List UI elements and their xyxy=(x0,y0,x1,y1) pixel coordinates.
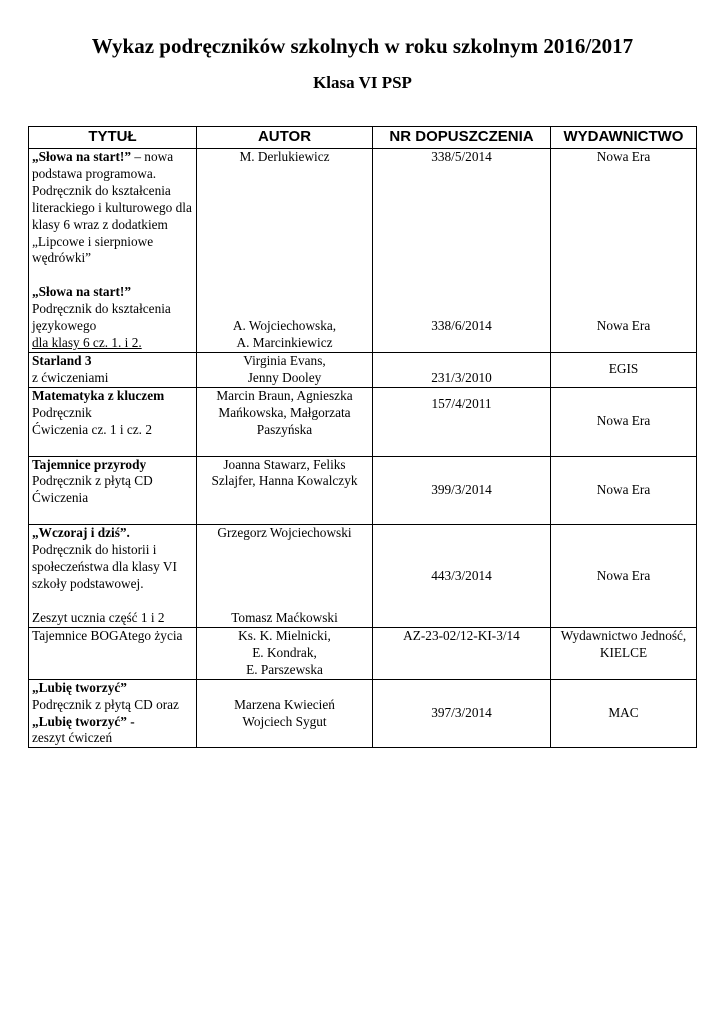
textbook-table xyxy=(28,126,697,748)
table-row xyxy=(29,679,697,748)
publisher-text: KIELCE xyxy=(599,644,648,660)
table-row xyxy=(29,352,697,387)
title-text: Podręcznik z płytą CD oraz xyxy=(32,696,179,712)
cell-number: 157/4/2011 xyxy=(373,387,551,456)
cell-number xyxy=(373,149,551,353)
cell-author xyxy=(197,679,373,748)
cell-publisher: MAC xyxy=(551,679,697,748)
cell-number: AZ-23-02/12-KI-3/14 xyxy=(373,628,551,680)
cell-title xyxy=(29,679,197,748)
cell-title xyxy=(29,456,197,525)
table-row xyxy=(29,525,697,628)
title-bold: Tajemnice przyrody xyxy=(32,456,147,472)
table-row xyxy=(29,149,697,353)
cell-publisher: Nowa Era xyxy=(551,525,697,628)
cell-title xyxy=(29,525,197,628)
title-text: Zeszyt ucznia część 1 i 2 xyxy=(32,609,165,625)
title-text: Podręcznik do historii i społeczeństwa dla klasy VI szkoły podstawowej. xyxy=(32,542,177,591)
author-text: Virginia Evans, xyxy=(243,352,326,368)
page-title: Wykaz podręczników szkolnych w roku szkolnym 2016/2017 xyxy=(91,34,634,58)
cell-author xyxy=(197,352,373,387)
title-text: Podręcznik z płytą CD xyxy=(32,473,153,489)
column-header-title: TYTUŁ xyxy=(29,127,197,149)
title-bold: „Lubię tworzyć” - xyxy=(32,713,135,729)
cell-author xyxy=(197,628,373,680)
column-header-publisher: WYDAWNICTWO xyxy=(551,127,697,149)
column-header-author: AUTOR xyxy=(197,127,373,149)
title-bold: Starland 3 xyxy=(32,352,92,368)
cell-author: Joanna Stawarz, Feliks Szlajfer, Hanna Kowalczyk xyxy=(197,456,373,525)
cell-title: Tajemnice BOGAtego życia xyxy=(29,628,197,680)
cell-title xyxy=(29,352,197,387)
title-text: Podręcznik do kształcenia językowego xyxy=(32,301,171,334)
publisher-text: Nowa Era xyxy=(596,149,651,164)
cell-title xyxy=(29,387,197,456)
author-text: Marzena Kwiecień xyxy=(234,696,335,712)
cell-author: Marcin Braun, Agnieszka Mańkowska, Małgorzata Paszyńska xyxy=(197,387,373,456)
author-text: Wojciech Sygut xyxy=(242,713,327,729)
author-text: Tomasz Maćkowski xyxy=(231,610,338,626)
title-bold: „Słowa na start!” xyxy=(32,284,131,300)
cell-author xyxy=(197,525,373,628)
page-subtitle: Klasa VI PSP xyxy=(313,73,412,92)
cell-number: 397/3/2014 xyxy=(373,679,551,748)
column-header-number: NR DOPUSZCZENIA xyxy=(373,127,551,149)
title-text: – nowa podstawa programowa. Podręcznik do kształcenia literackiego i kulturowego dla klasy 6 wraz z dodatkiem „Lipcowe i sierpniowe wędrówki” xyxy=(32,149,192,266)
title-bold: „Słowa na start!” xyxy=(32,149,131,164)
cell-publisher: Nowa Era xyxy=(551,456,697,525)
author-text: A. Marcinkiewicz xyxy=(236,334,333,350)
title-bold: Matematyka z kluczem xyxy=(32,387,165,403)
cell-author xyxy=(197,149,373,353)
author-text: A. Wojciechowska, xyxy=(232,317,337,333)
cell-publisher xyxy=(551,628,697,680)
number-text: 338/5/2014 xyxy=(431,149,492,164)
cell-number: 231/3/2010 xyxy=(373,352,551,387)
table-row xyxy=(29,387,697,456)
author-text: Ks. K. Mielnicki, xyxy=(238,628,331,644)
author-text: E. Kondrak, xyxy=(252,644,317,660)
author-text: M. Derlukiewicz xyxy=(239,149,330,164)
title-text: dla klasy 6 cz. 1. i 2. xyxy=(32,335,142,351)
author-text: E. Parszewska xyxy=(246,661,323,677)
title-text: Podręcznik xyxy=(32,404,92,420)
number-text: 338/6/2014 xyxy=(431,317,492,333)
title-bold: „Wczoraj i dziś”. xyxy=(32,525,130,541)
cell-number: 399/3/2014 xyxy=(373,456,551,525)
title-bold: „Lubię tworzyć” xyxy=(32,679,127,695)
cell-number: 443/3/2014 xyxy=(373,525,551,628)
table-row xyxy=(29,456,697,525)
table-header-row xyxy=(29,127,697,149)
cell-publisher: EGIS xyxy=(551,352,697,387)
publisher-text: Wydawnictwo Jedność, xyxy=(560,628,687,644)
title-text: Ćwiczenia xyxy=(32,490,89,506)
cell-title xyxy=(29,149,197,353)
title-text: z ćwiczeniami xyxy=(32,369,109,385)
cell-publisher: Nowa Era xyxy=(551,387,697,456)
title-text: Ćwiczenia cz. 1 i cz. 2 xyxy=(32,421,152,437)
author-text: Jenny Dooley xyxy=(247,369,322,385)
table-row xyxy=(29,628,697,680)
publisher-text: Nowa Era xyxy=(596,317,651,333)
author-text: Grzegorz Wojciechowski xyxy=(217,525,352,541)
title-text: zeszyt ćwiczeń xyxy=(32,730,113,746)
cell-publisher xyxy=(551,149,697,353)
